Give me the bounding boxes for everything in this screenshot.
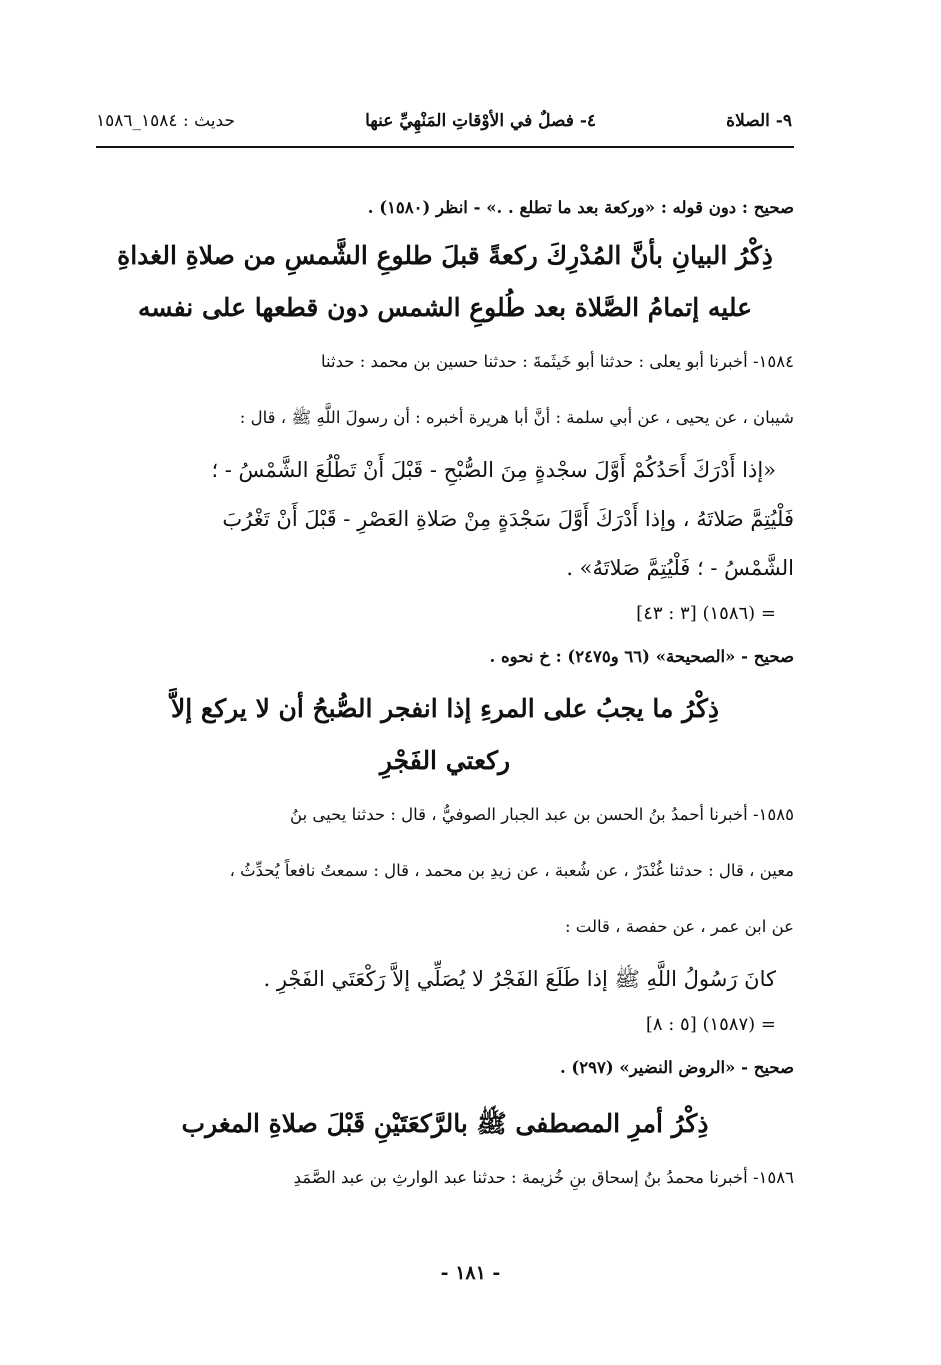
grade-1580: صحيح : دون قوله : «وركعة بعد ما تطلع . .» - انظر (١٥٨٠) . [367, 198, 794, 217]
matn-1584-line-2: فَلْيُتِمَّ صَلاتَهُ ، وإذا أَدْرَكَ أَوَّلَ سَجْدَةٍ مِنْ صَلاةِ العَصْرِ - قَبْلَ أَنْ تَغْرُبَ [222, 507, 794, 531]
page-body [96, 186, 794, 1206]
grade-1585: صحيح - «الروض النضير» (٢٩٧) . [559, 1058, 794, 1077]
matn-1584-line-3: الشَّمْسُ - ؛ فَلْيُتِمَّ صَلاتَهُ» . [566, 556, 794, 580]
hadith-range: حديث : ١٥٨٤_١٥٨٦ [96, 111, 235, 131]
running-header [96, 104, 792, 138]
chapter-heading-1586: ذِكْرُ أمرِ المصطفى ﷺ بالرَّكعَتَيْنِ قَبْلَ صلاةِ المغرب [181, 1109, 709, 1138]
matn-1584-line-1: «إذا أَدْرَكَ أَحَدُكُمْ أَوَّلَ سجْدةٍ مِنَ الصُّبْحِ - قَبْلَ أَنْ تَطْلُعَ الشَّمْسُ - ؛ [211, 458, 776, 482]
section-title: ٤- فصلٌ في الأوْقاتِ المَنْهِيِّ عنها [365, 111, 597, 131]
chapter-heading-1584-line-2: عليه إتمامُ الصَّلاة بعد طُلوعِ الشمس دون قطعها على نفسه [137, 293, 753, 322]
chapter-title: ٩- الصلاة [726, 111, 792, 131]
isnad-1585-line-1: ١٥٨٥- أخبرنا أحمدُ بنُ الحسن بن عبد الجبار الصوفيُّ ، قال : حدثنا يحيى بنُ [290, 805, 794, 824]
header-rule [96, 146, 794, 148]
isnad-1585-line-3: عن ابن عمر ، عن حفصة ، قالت : [564, 917, 794, 936]
isnad-1584-line-1: ١٥٨٤- أخبرنا أبو يعلى : حدثنا أبو خَيثَمةَ : حدثنا حسين بن محمد : حدثنا [320, 352, 794, 371]
grade-1584: صحيح - «الصحيحة» (٦٦ و٢٤٧٥) : خ نحوه . [489, 647, 794, 666]
cross-reference-1585: = (١٥٨٧) [٥ : ٨] [645, 1014, 776, 1035]
chapter-heading-1585-line-1: ذِكْرُ ما يجبُ على المرءِ إذا انفجر الصُّبحُ أن لا يركع إلاَّ [171, 694, 719, 723]
isnad-1584-line-2: شيبان ، عن يحيى ، عن أبي سلمة : أنَّ أبا هريرة أخبره : أن رسولَ اللَّهِ ﷺ ، قال : [239, 408, 794, 427]
isnad-1585-line-2: معين ، قال : حدثنا غُنْدَرٌ ، عن شُعبة ، عن زيدِ بن محمد ، قال : سمعتُ نافعاً يُحدِّثُ ، [229, 861, 794, 880]
matn-1585: كانَ رَسُولُ اللَّهِ ﷺ إذا طَلَعَ الفَجْرُ لا يُصَلِّي إلاَّ رَكْعَتَي الفَجْرِ . [263, 967, 776, 991]
isnad-1586-line-1: ١٥٨٦- أخبرنا محمدُ بنُ إسحاق بنِ خُزيمة : حدثنا عبد الوارثِ بن عبد الصَّمَدِ [293, 1168, 794, 1187]
chapter-heading-1585-line-2: ركعتي الفَجْرِ [379, 746, 511, 775]
chapter-heading-1584-line-1: ذِكْرُ البيانِ بأنَّ المُدْرِكَ ركعةً قبلَ طلوعِ الشَّمسِ من صلاةِ الغداةِ [117, 241, 773, 270]
cross-reference-1584: = (١٥٨٦) [٣ : ٤٣] [636, 603, 776, 624]
page-number: - ١٨١ - [440, 1262, 501, 1284]
